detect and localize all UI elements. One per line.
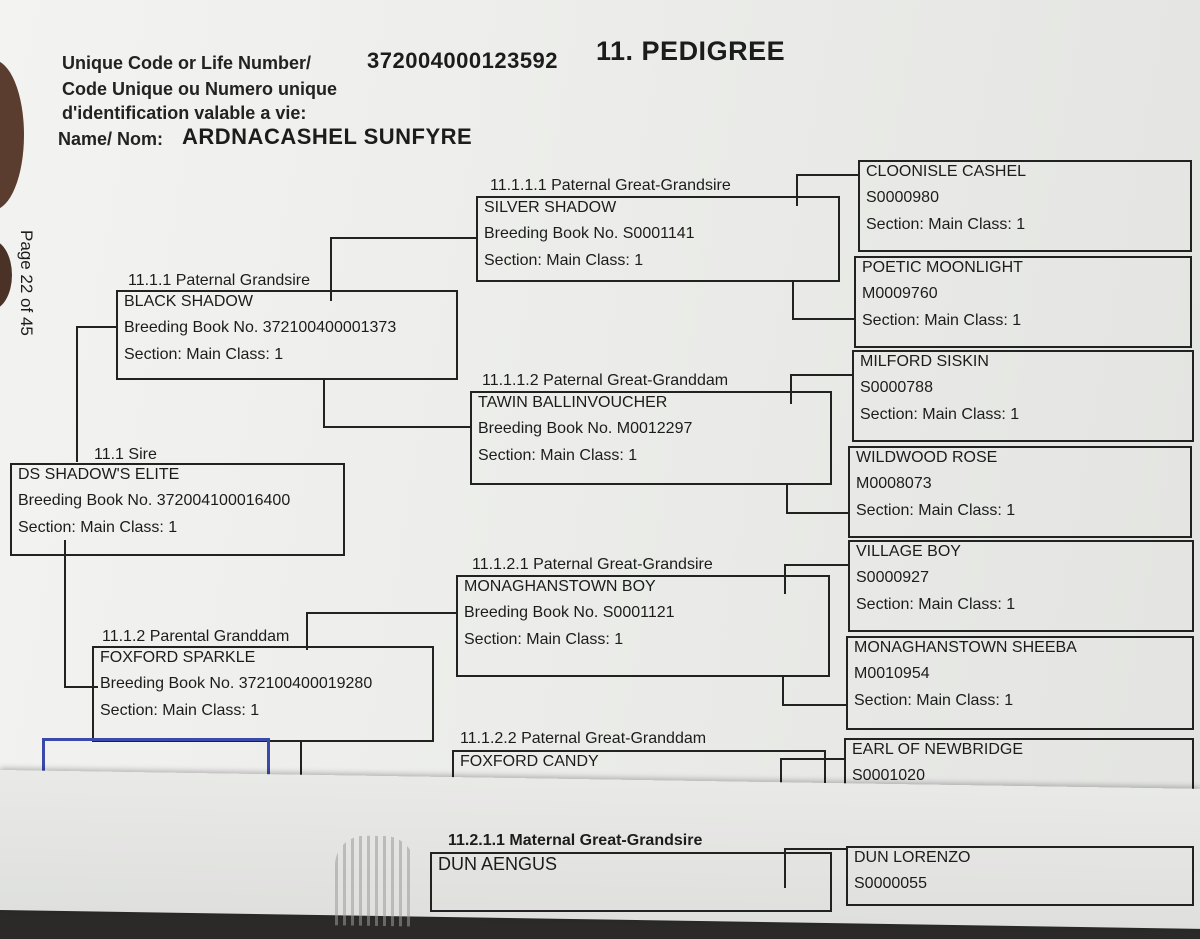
code-label-line-3: d'identification valable a vie: xyxy=(62,103,307,123)
grandsire-caption: 11.1.1 Paternal Grandsire xyxy=(128,272,311,289)
ancestor-box xyxy=(848,540,1194,632)
sire-name: DS SHADOW'S ELITE xyxy=(18,466,180,483)
great-grandsire-1-caption: 11.1.1.1 Paternal Great-Grandsire xyxy=(490,177,731,194)
great-granddam-2-caption: 11.1.2.2 Paternal Great-Granddam xyxy=(460,730,707,747)
ancestor-code: S0000927 xyxy=(856,569,929,586)
connector xyxy=(76,326,116,328)
great-granddam-1-caption: 11.1.1.2 Paternal Great-Granddam xyxy=(482,372,729,389)
connector xyxy=(796,174,858,176)
ancestor-code: S0000980 xyxy=(866,189,939,206)
connector xyxy=(786,512,848,514)
maternal-great-grandsire-caption: 11.2.1.1 Maternal Great-Grandsire xyxy=(448,832,703,849)
great-granddam-2-name: FOXFORD CANDY xyxy=(460,753,599,770)
ancestor-code: M0009760 xyxy=(862,285,938,302)
connector xyxy=(782,676,784,704)
granddam-section: Section: Main Class: 1 xyxy=(100,702,260,719)
life-number-value: 372004000123592 xyxy=(367,48,559,73)
connector xyxy=(784,564,848,566)
granddam-breeding-book: Breeding Book No. 372100400019280 xyxy=(100,675,373,692)
ancestor-name: MILFORD SISKIN xyxy=(860,353,989,370)
ancestor-code: S0000788 xyxy=(860,379,933,396)
connector xyxy=(306,612,308,650)
connector xyxy=(306,612,456,614)
connector xyxy=(782,704,846,706)
edge-marks xyxy=(335,835,415,926)
section-title: 11. PEDIGREE xyxy=(596,36,786,66)
code-label-line-1: Unique Code or Life Number/ xyxy=(62,53,312,73)
code-label-line-2: Code Unique ou Numero unique xyxy=(62,79,337,99)
great-grandsire-1-section: Section: Main Class: 1 xyxy=(484,252,644,269)
ancestor-name: VILLAGE BOY xyxy=(856,543,961,560)
granddam-box xyxy=(92,646,434,742)
ancestor-box xyxy=(854,256,1192,348)
great-grandsire-1-name: SILVER SHADOW xyxy=(484,199,617,216)
ancestor-box xyxy=(846,846,1194,906)
great-granddam-1-section: Section: Main Class: 1 xyxy=(478,447,638,464)
great-grandsire-2-name: MONAGHANSTOWN BOY xyxy=(464,578,656,595)
ancestor-box xyxy=(852,350,1194,442)
ancestor-section: Section: Main Class: 1 xyxy=(862,312,1022,329)
sire-box xyxy=(10,463,345,556)
ancestor-code: S0000055 xyxy=(854,875,927,892)
grandsire-name: BLACK SHADOW xyxy=(124,293,253,310)
ancestor-name: EARL OF NEWBRIDGE xyxy=(852,741,1023,758)
ancestor-section: Section: Main Class: 1 xyxy=(854,692,1014,709)
connector xyxy=(792,282,794,318)
ancestor-name: MONAGHANSTOWN SHEEBA xyxy=(854,639,1077,656)
great-grandsire-2-breeding-book: Breeding Book No. S0001121 xyxy=(464,604,675,621)
connector xyxy=(792,318,854,320)
connector xyxy=(64,540,66,686)
ancestor-code: M0008073 xyxy=(856,475,932,492)
connector xyxy=(790,374,852,376)
connector xyxy=(784,848,846,850)
great-granddam-1-name: TAWIN BALLINVOUCHER xyxy=(478,394,668,411)
great-grandsire-1-box xyxy=(476,196,840,282)
connector xyxy=(786,484,788,512)
maternal-great-grandsire-name: DUN AENGUS xyxy=(438,854,558,874)
grandsire-section: Section: Main Class: 1 xyxy=(124,346,284,363)
ancestor-name: DUN LORENZO xyxy=(854,849,971,866)
great-grandsire-1-breeding-book: Breeding Book No. S0001141 xyxy=(484,225,695,242)
ancestor-section: Section: Main Class: 1 xyxy=(860,406,1020,423)
great-granddam-1-breeding-book: Breeding Book No. M0012297 xyxy=(478,420,693,437)
great-grandsire-2-caption: 11.1.2.1 Paternal Great-Grandsire xyxy=(472,556,713,573)
page-number: Page 22 of 45 xyxy=(17,230,36,336)
great-granddam-1-box xyxy=(470,391,832,485)
sire-section: Section: Main Class: 1 xyxy=(18,519,178,536)
ancestor-box xyxy=(858,160,1192,252)
maternal-great-grandsire-box xyxy=(430,852,832,912)
ancestor-name: WILDWOOD ROSE xyxy=(856,449,998,466)
ancestor-section: Section: Main Class: 1 xyxy=(856,596,1016,613)
sire-caption: 11.1 Sire xyxy=(94,446,157,463)
ancestor-code: S0001020 xyxy=(852,767,925,784)
name-label: Name/ Nom: xyxy=(58,129,164,149)
horse-name: ARDNACASHEL SUNFYRE xyxy=(182,124,473,149)
ancestor-box xyxy=(848,446,1192,538)
granddam-caption: 11.1.2 Parental Granddam xyxy=(102,628,290,645)
ancestor-name: CLOONISLE CASHEL xyxy=(866,163,1027,180)
ancestor-section: Section: Main Class: 1 xyxy=(856,502,1016,519)
ancestor-name: POETIC MOONLIGHT xyxy=(862,259,1023,276)
great-grandsire-2-section: Section: Main Class: 1 xyxy=(464,631,624,648)
connector xyxy=(323,378,325,426)
sire-breeding-book: Breeding Book No. 372004100016400 xyxy=(18,492,291,509)
connector xyxy=(323,426,471,428)
grandsire-breeding-book: Breeding Book No. 372100400001373 xyxy=(124,319,397,336)
connector xyxy=(330,237,476,239)
ancestor-box xyxy=(846,636,1194,730)
ancestor-section: Section: Main Class: 1 xyxy=(866,216,1026,233)
ancestor-code: M0010954 xyxy=(854,665,930,682)
connector xyxy=(784,848,786,888)
great-grandsire-2-box xyxy=(456,575,830,677)
grandsire-box xyxy=(116,290,458,380)
connector xyxy=(76,326,78,462)
granddam-name: FOXFORD SPARKLE xyxy=(100,649,256,666)
